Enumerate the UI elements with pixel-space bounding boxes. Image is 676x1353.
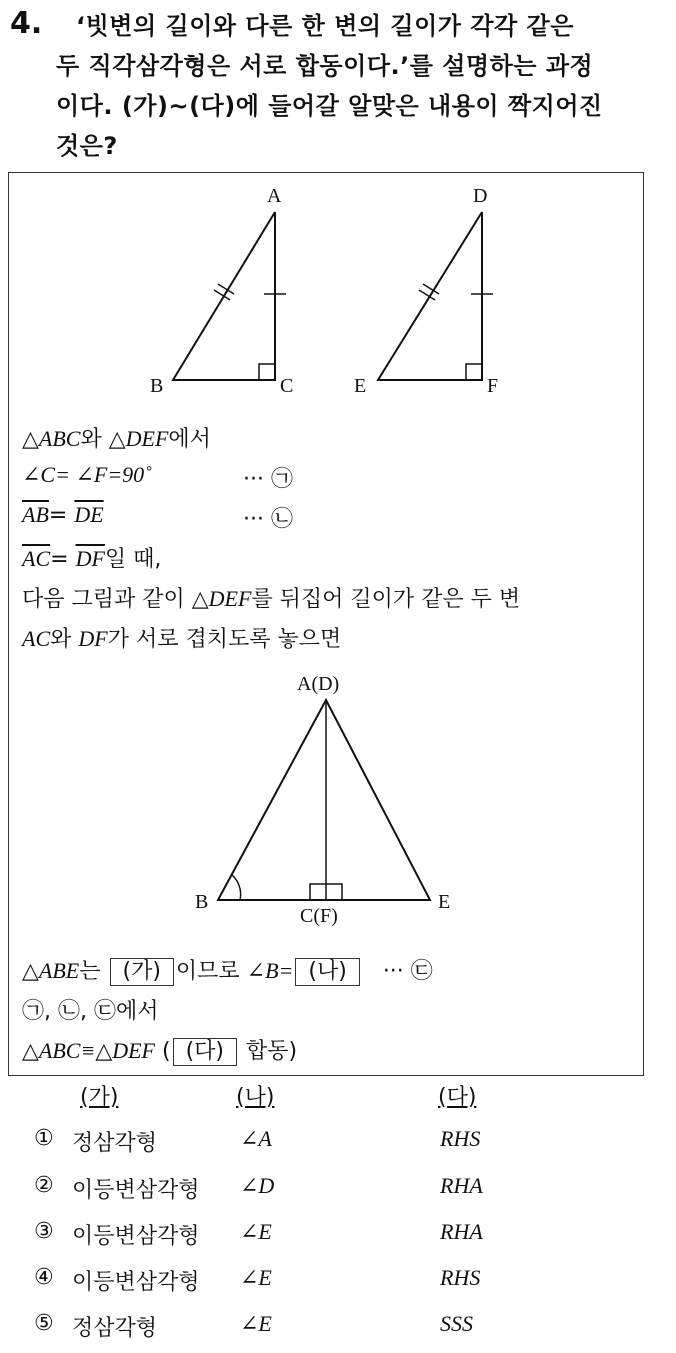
- conclusion-line-1: △ABE는 (가) 이므로 ∠B= (나) ··· ㉢: [22, 958, 433, 984]
- question-line-1: ‘빗변의 길이와 다른 한 변의 길이가 각각 같은: [76, 12, 574, 40]
- mark-2: ··· ㉡: [243, 507, 293, 532]
- label-e: E: [354, 375, 367, 397]
- label-e2: E: [438, 891, 451, 913]
- choice-2[interactable]: ② 이등변삼각형 ∠D RHA: [34, 1173, 483, 1203]
- proof-line-2: ∠C= ∠F=90˚: [22, 462, 152, 487]
- proof-line-3: $\overline{AB}= \overline{DE}$: [22, 502, 104, 528]
- choice-4[interactable]: ④ 이등변삼각형 ∠E RHS: [34, 1265, 481, 1295]
- label-c: C: [280, 375, 294, 397]
- figure-combined-triangle: [0, 660, 676, 930]
- question-line-4: 것은?: [56, 132, 118, 160]
- question-number: 4.: [10, 6, 43, 41]
- triangle-abe: [218, 700, 430, 900]
- label-b: B: [150, 375, 164, 397]
- conclusion-line-3: △ABC≡△DEF ( (다) 합동): [22, 1038, 298, 1064]
- blank-na: (나): [295, 958, 359, 986]
- label-a: A: [267, 185, 282, 207]
- header-ga: (가): [80, 1085, 119, 1110]
- angle-b-arc: [232, 875, 241, 900]
- mark-3: ··· ㉢: [382, 959, 433, 984]
- label-ad: A(D): [297, 673, 340, 695]
- label-b2: B: [195, 891, 209, 913]
- header-da: (다): [438, 1085, 477, 1110]
- choice-3[interactable]: ③ 이등변삼각형 ∠E RHA: [34, 1219, 483, 1249]
- label-d: D: [473, 185, 488, 207]
- question-line-3: 이다. (가)~(다)에 들어갈 알맞은 내용이 짝지어진: [56, 92, 603, 120]
- proof-line-5: 다음 그림과 같이 △DEF를 뒤집어 길이가 같은 두 변: [22, 586, 521, 612]
- figure-two-right-triangles: [0, 0, 676, 410]
- proof-line-1: △ABC와 △DEF에서: [22, 426, 211, 452]
- mark-1: ··· ㉠: [243, 467, 293, 492]
- blank-da: (다): [173, 1038, 237, 1066]
- header-na: (나): [236, 1085, 275, 1110]
- proof-line-6: AC와 DF가 서로 겹치도록 놓으면: [22, 626, 342, 652]
- label-cf: C(F): [300, 905, 338, 927]
- blank-ga: (가): [110, 958, 174, 986]
- conclusion-line-2: ㉠, ㉡, ㉢에서: [22, 999, 159, 1024]
- choice-5[interactable]: ⑤ 정삼각형 ∠E SSS: [34, 1311, 473, 1341]
- proof-line-4: $\overline{AC}= \overline{DF}$일 때,: [22, 546, 162, 572]
- triangle-abc: [173, 212, 286, 380]
- choice-1[interactable]: ① 정삼각형 ∠A RHS: [34, 1126, 481, 1156]
- question-line-2: 두 직각삼각형은 서로 합동이다.’를 설명하는 과정: [56, 52, 594, 80]
- label-f: F: [487, 375, 499, 397]
- triangle-def: [378, 212, 493, 380]
